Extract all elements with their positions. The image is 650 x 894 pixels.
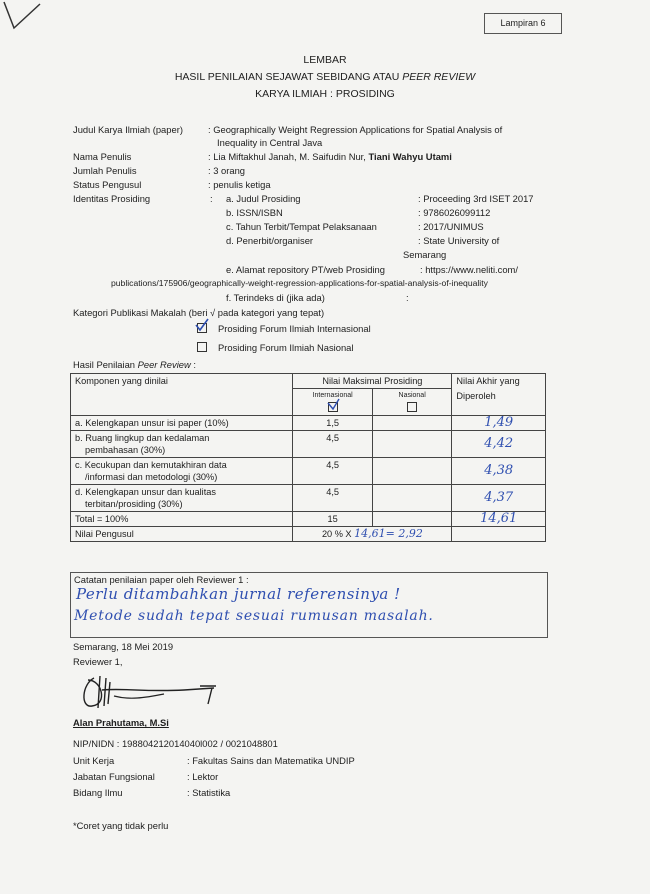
kategori-checkbox-nasional[interactable] — [197, 342, 207, 352]
table-row — [71, 416, 546, 431]
internasional-checkbox[interactable] — [328, 402, 338, 412]
bidang-value: : Statistika — [187, 787, 231, 798]
header-line2 — [0, 71, 650, 83]
score-table — [70, 373, 546, 542]
pengusul-label: Nilai Pengusul — [71, 527, 293, 542]
penerbit-value: : State University of — [418, 235, 500, 246]
nama-value-text: : Lia Miftakhul Janah, M. Saifudin Nur, — [208, 151, 369, 162]
row-b-komponen — [71, 431, 293, 458]
tahun-value: : 2017/UNIMUS — [418, 221, 484, 232]
row-a-komponen: a. Kelengkapan unsur isi paper (10%) — [71, 416, 293, 431]
penerbit-value-cont: Semarang — [403, 249, 447, 260]
table-row-total — [71, 512, 546, 527]
row-d-maks: 4,5 — [293, 485, 373, 512]
penerbit-label: d. Penerbit/organiser — [226, 235, 314, 246]
identitas-colon: : — [210, 193, 213, 204]
header-internasional-label: Internasional — [312, 392, 353, 399]
table-row-pengusul — [71, 527, 546, 542]
header-line1: LEMBAR — [303, 54, 347, 66]
reviewer-nip: NIP/NIDN : 198804212014040l002 / 0021048801 — [73, 738, 278, 749]
header-line2-italic: PEER REVIEW — [402, 71, 476, 83]
total-label: Total = 100% — [71, 512, 293, 527]
identitas-label: Identitas Prosiding — [73, 193, 151, 204]
header-line3: KARYA ILMIAH : PROSIDING — [255, 88, 395, 100]
catatan-line1: Perlu ditambahkan jurnal referensinya ! — [76, 585, 401, 603]
pengusul-value-text: 20 % X — [321, 529, 355, 539]
footnote: *Coret yang tidak perlu — [73, 820, 169, 831]
terindeks-label: f. Terindeks di (jika ada) — [226, 292, 325, 303]
row-d-line2: terbitan/prosiding (30%) — [85, 499, 183, 509]
jumlah-label: Jumlah Penulis — [73, 165, 137, 176]
row-d-nasional — [372, 485, 452, 512]
status-label: Status Pengusul — [73, 179, 142, 190]
hasil-label-colon: : — [190, 359, 196, 370]
row-b-maks: 4,5 — [293, 431, 373, 458]
repository-url: publications/175906/geographically-weight-regression-applications-for-spatial-analysis-of-inequality — [111, 278, 488, 288]
table-row — [71, 485, 546, 512]
total-akhir: 14,61 — [452, 512, 546, 527]
row-c-line1: c. Kecukupan dan kemutakhiran data — [75, 460, 227, 470]
row-b-akhir: 4,42 — [452, 431, 546, 458]
unit-label: Unit Kerja — [73, 755, 115, 766]
row-d-line1: d. Kelengkapan unsur dan kualitas — [75, 487, 216, 497]
kategori-nasional: Prosiding Forum Ilmiah Nasional — [218, 342, 354, 353]
kategori-internasional: Prosiding Forum Ilmiah Internasional — [218, 323, 371, 334]
issn-value: : 9786026099112 — [418, 207, 491, 218]
reviewer-name: Alan Prahutama, M.Si — [73, 717, 169, 728]
corner-pen-mark — [0, 0, 60, 40]
kategori-label: Kategori Publikasi Makalah (beri √ pada kategori yang tepat) — [73, 307, 325, 318]
pengusul-value — [293, 527, 452, 542]
total-maks: 15 — [293, 512, 373, 527]
row-b-nasional — [372, 431, 452, 458]
judul-label: Judul Karya Ilmiah (paper) — [73, 124, 183, 135]
pengusul-value-hand: 14,61= 2,92 — [354, 527, 423, 540]
row-c-maks: 4,5 — [293, 458, 373, 485]
catatan-line2: Metode sudah tepat sesuai rumusan masalah. — [74, 608, 434, 624]
status-value: : penulis ketiga — [208, 179, 271, 190]
pengusul-empty — [452, 527, 546, 542]
row-c-nasional — [372, 458, 452, 485]
terindeks-value: : — [406, 292, 409, 303]
tahun-label: c. Tahun Terbit/Tempat Pelaksanaan — [226, 221, 377, 232]
jumlah-value: : 3 orang — [208, 165, 246, 176]
check-mark-icon — [327, 398, 341, 412]
hasil-label-italic: Peer Review — [137, 359, 191, 370]
row-a-akhir: 1,49 — [452, 416, 546, 431]
row-b-line2: pembahasan (30%) — [85, 445, 166, 455]
header-nilai-akhir-line1: Nilai Akhir yang — [456, 376, 520, 386]
place-date: Semarang, 18 Mei 2019 — [73, 641, 174, 652]
row-d-akhir: 4,37 — [452, 485, 546, 512]
hasil-label-text: Hasil Penilaian — [73, 359, 138, 370]
nasional-checkbox[interactable] — [407, 402, 417, 412]
header-nilai-maksimal: Nilai Maksimal Prosiding — [293, 374, 452, 389]
nama-label: Nama Penulis — [73, 151, 132, 162]
judul-prosiding-value: : Proceeding 3rd ISET 2017 — [418, 193, 534, 204]
table-header-row — [71, 374, 546, 389]
header-internasional — [293, 389, 373, 416]
row-a-nasional — [372, 416, 452, 431]
lampiran-box: Lampiran 6 — [484, 13, 562, 34]
table-row — [71, 431, 546, 458]
header-nilai-akhir — [452, 374, 546, 416]
total-nasional — [372, 512, 452, 527]
judul-value-cont: Inequality in Central Java — [217, 137, 323, 148]
judul-prosiding-label: a. Judul Prosiding — [226, 193, 301, 204]
header-komponen: Komponen yang dinilai — [71, 374, 293, 416]
jabatan-label: Jabatan Fungsional — [73, 771, 155, 782]
unit-value: : Fakultas Sains dan Matematika UNDIP — [187, 755, 355, 766]
row-b-line1: b. Ruang lingkup dan kedalaman — [75, 433, 210, 443]
reviewer-label: Reviewer 1, — [73, 656, 123, 667]
jabatan-value: : Lektor — [187, 771, 219, 782]
bidang-label: Bidang Ilmu — [73, 787, 123, 798]
nama-value-bold: Tiani Wahyu Utami — [368, 151, 452, 162]
row-c-line2: /informasi dan metodologi (30%) — [85, 472, 218, 482]
header-nasional — [372, 389, 452, 416]
catatan-label: Catatan penilaian paper oleh Reviewer 1 : — [74, 574, 249, 585]
check-mark-icon — [194, 317, 210, 333]
signature-graphic — [74, 670, 224, 715]
header-nasional-label: Nasional — [398, 392, 426, 399]
repository-label: e. Alamat repository PT/web Prosiding — [226, 264, 385, 275]
row-a-maks: 1,5 — [293, 416, 373, 431]
row-d-komponen — [71, 485, 293, 512]
nama-value — [208, 151, 452, 162]
table-row — [71, 458, 546, 485]
header-line2-text: HASIL PENILAIAN SEJAWAT SEBIDANG ATAU — [174, 71, 403, 83]
repository-value: : https://www.neliti.com/ — [420, 264, 518, 275]
issn-label: b. ISSN/ISBN — [226, 207, 283, 218]
judul-value: : Geographically Weight Regression Applications for Spatial Analysis of — [208, 124, 503, 135]
row-c-komponen — [71, 458, 293, 485]
hasil-label — [73, 359, 196, 370]
row-c-akhir: 4,38 — [452, 458, 546, 485]
header-nilai-akhir-line2: Diperoleh — [456, 391, 496, 401]
